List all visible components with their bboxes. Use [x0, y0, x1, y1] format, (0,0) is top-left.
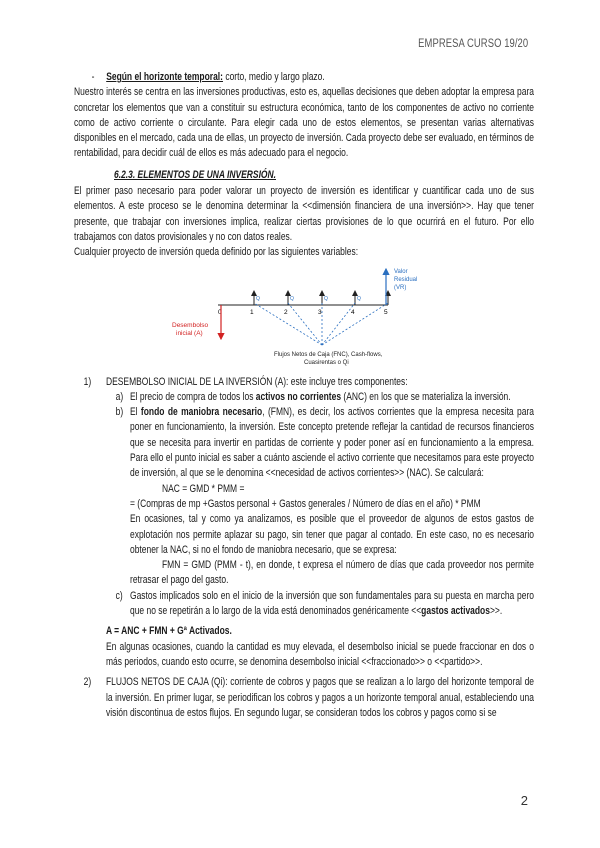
- flow-label-4: Q: [357, 295, 361, 302]
- formula-nac: NAC = GMD * PMM =: [162, 482, 245, 495]
- tick-0: 0: [218, 308, 222, 316]
- label-residual: Residual: [394, 276, 418, 283]
- paragraph-variables-intro: Cualquier proyecto de inversión queda definido por las siguientes variables:: [74, 246, 359, 259]
- flow-label-2: Q: [290, 295, 294, 302]
- tick-2: 2: [284, 308, 288, 316]
- section-title: 6.2.3. ELEMENTOS DE UNA INVERSIÓN.: [114, 168, 277, 181]
- page-content: [74, 70, 534, 721]
- subitem-c: c) Gastos implicados solo en el inicio de la inversión que son fundamentales para su puesta en marcha pero que no se repetirán a lo largo de la vida está denominados genéricamente <<gastos activados>>.: [115, 589, 534, 618]
- item-flujos-netos: 2) FLUJOS NETOS DE CAJA (Qi): corriente de cobros y pagos que se realizan a lo largo del horizonte temporal de la inversión. En primer lugar, se periodifican los cobros y pagos a un horizonte temporal anual, estableciendo una visión discontinua de estos flujos. En segundo lugar, se consideran todos los cobros y pagos como si se: [83, 676, 535, 719]
- label-desembolso: Desembolso: [172, 321, 209, 329]
- formula-nac-expanded: = (Compras de mp +Gastos personal + Gastos generales / Número de días en el año) * PMM: [130, 497, 481, 510]
- page-number: 2: [520, 793, 528, 808]
- paragraph-primer-paso: El primer paso necesario para poder valorar un proyecto de inversión es identificar y cuantificar cada uno de sus elementos. A este proceso se le denomina determinar la <<dimensión financiera de una inversión>>. Hay que tener presente, que trabajar con inversiones implica, realizar ciertas provisiones de lo que ocurrirá en el futuro. Por ello trabajamos con datos provisionales y no con datos reales.: [74, 185, 534, 243]
- formula-fmn: FMN = GMD (PMM - t), en donde, t expresa el número de días que cada proveedor nos permite retrasar el pago del gasto.: [130, 559, 534, 587]
- paragraph-inversiones-productivas: Nuestro interés se centra en las inversiones productivas, esto es, aquellas decisiones que deben adoptar la empresa para concretar los elementos que van a constituir su estructura económica, tanto de los componentes de activo no corriente como de activo corriente o circulante. Para elegir cada uno de estos elementos, se presentan varias alternativas disponibles en el mercado, cada una de ellas, un proyecto de inversión. Cada proyecto debe ser evaluado, en términos de rentabilidad, para decidir cuál de ellos es más adecuado para el negocio.: [74, 86, 534, 160]
- tick-4: 4: [351, 308, 355, 316]
- bullet-horizonte: - Según el horizonte temporal: corto, medio y largo plazo.: [91, 71, 325, 83]
- tick-3: 3: [318, 308, 322, 316]
- tick-5: 5: [384, 308, 388, 316]
- subitem-a: a) El precio de compra de todos los activos no corrientes (ANC) en los que se materializa la inversión.: [115, 390, 511, 403]
- label-inicial: inicial (A): [176, 329, 203, 337]
- timeline-svg: [132, 263, 462, 373]
- investment-timeline-diagram: [74, 263, 534, 373]
- label-valor: Valor: [394, 268, 408, 275]
- label-flujos-2: Cuasirentas o Qi: [304, 359, 349, 366]
- item-desembolso-inicial: 1) DESEMBOLSO INICIAL DE LA INVERSIÓN (A): este incluye tres componentes:: [83, 375, 408, 388]
- label-vr: (VR): [394, 284, 407, 291]
- flow-label-3: Q: [324, 295, 328, 302]
- paragraph-fraccionado: En algunas ocasiones, cuando la cantidad es muy elevada, el desembolso inicial se puede fraccionar en dos o más periodos, cuando esto ocurre, se denomina desembolso inicial <<fraccionado>> o <<partido>>.: [106, 640, 534, 668]
- formula-desembolso: A = ANC + FMN + Gª Activados.: [106, 625, 232, 638]
- paragraph-aplazar-pago: En ocasiones, tal y como ya analizamos, es posible que el proveedor de algunos de estos gastos de explotación nos permite aplazar su pago, sin tener que pagar al contado. En este caso, no es necesario obtener la NAC, si no el fondo de maniobra necesario, que se expresa:: [130, 513, 534, 556]
- subitem-b: b) El fondo de maniobra necesario, (FMN), es decir, los activos corrientes que la empresa necesita para poner en funcionamiento, la inversión. Este concepto pretende reflejar la cantidad de recursos financieros que se necesita para invertir en partidas de corriente y poder poner así en funcionamiento a la empresa. Para ello el punto inicial es saber a cuánto asciende el activo corriente que necesitamos para este proyecto de inversión, al que se le denomina <<necesidad de activos corrientes>> (NAC). Se calculará:: [115, 406, 534, 480]
- flow-label-1: Q: [256, 295, 260, 302]
- label-flujos-1: Flujos Netos de Caja (FNC), Cash-flows,: [274, 351, 383, 358]
- tick-1: 1: [250, 308, 254, 316]
- page-header: EMPRESA CURSO 19/20: [417, 38, 528, 50]
